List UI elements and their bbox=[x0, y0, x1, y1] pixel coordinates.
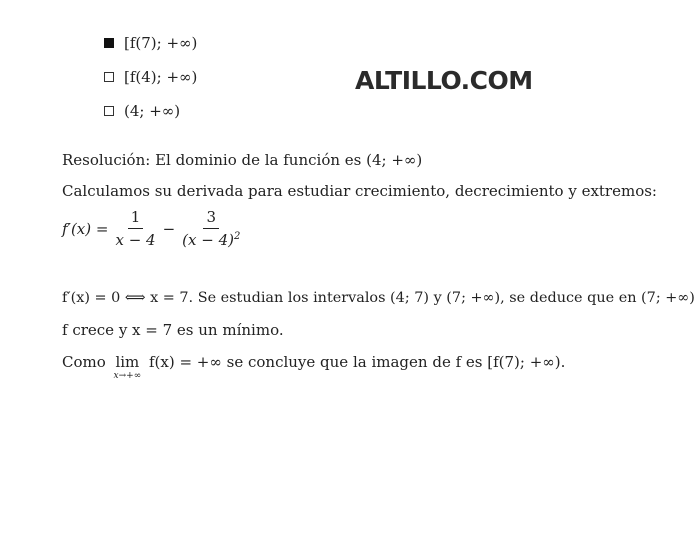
option-2-text: [f(4); +∞) bbox=[124, 68, 198, 86]
checkbox-empty-icon[interactable] bbox=[104, 72, 114, 82]
option-1[interactable] bbox=[104, 34, 197, 52]
fraction-2-exponent: 2 bbox=[233, 231, 241, 242]
checkbox-filled-icon[interactable] bbox=[104, 38, 114, 48]
limit-text: lim bbox=[115, 353, 140, 371]
derivative-lhs: f′(x) = bbox=[62, 219, 109, 238]
critical-point-line: f′(x) = 0 ⟺ x = 7. Se estudian los intervalos (4; 7) y (7; +∞), se deduce que en (7; +∞) bbox=[62, 290, 695, 306]
minus-sign: − bbox=[162, 219, 176, 238]
resolution-line: Resolución: El dominio de la función es (4; +∞) bbox=[62, 151, 423, 169]
derivative-formula bbox=[62, 208, 247, 249]
option-2[interactable] bbox=[104, 68, 197, 86]
derivative-intro: Calculamos su derivada para estudiar crecimiento, decrecimiento y extremos: bbox=[62, 182, 657, 200]
fraction-2 bbox=[179, 208, 243, 249]
minimum-line: f crece y x = 7 es un mínimo. bbox=[62, 321, 284, 339]
option-3[interactable] bbox=[104, 102, 180, 120]
fraction-2-base: (x − 4) bbox=[182, 231, 234, 249]
altillo-watermark: ALTILLO.COM bbox=[355, 66, 533, 95]
conclusion-line bbox=[62, 353, 565, 381]
checkbox-empty-icon[interactable] bbox=[104, 106, 114, 116]
limit-operator bbox=[114, 353, 142, 381]
option-1-text: [f(7); +∞) bbox=[124, 34, 198, 52]
fraction-2-numerator: 3 bbox=[203, 208, 219, 229]
fraction-1-numerator: 1 bbox=[128, 208, 144, 229]
limit-subscript: x→+∞ bbox=[113, 371, 142, 381]
conclusion-before: Como bbox=[62, 353, 106, 371]
fraction-2-denominator bbox=[179, 229, 243, 249]
conclusion-after: f(x) = +∞ se concluye que la imagen de f es [f(7); +∞). bbox=[148, 353, 566, 371]
fraction-1 bbox=[112, 208, 158, 249]
fraction-1-denominator: x − 4 bbox=[115, 231, 156, 249]
option-3-text: (4; +∞) bbox=[124, 102, 181, 120]
